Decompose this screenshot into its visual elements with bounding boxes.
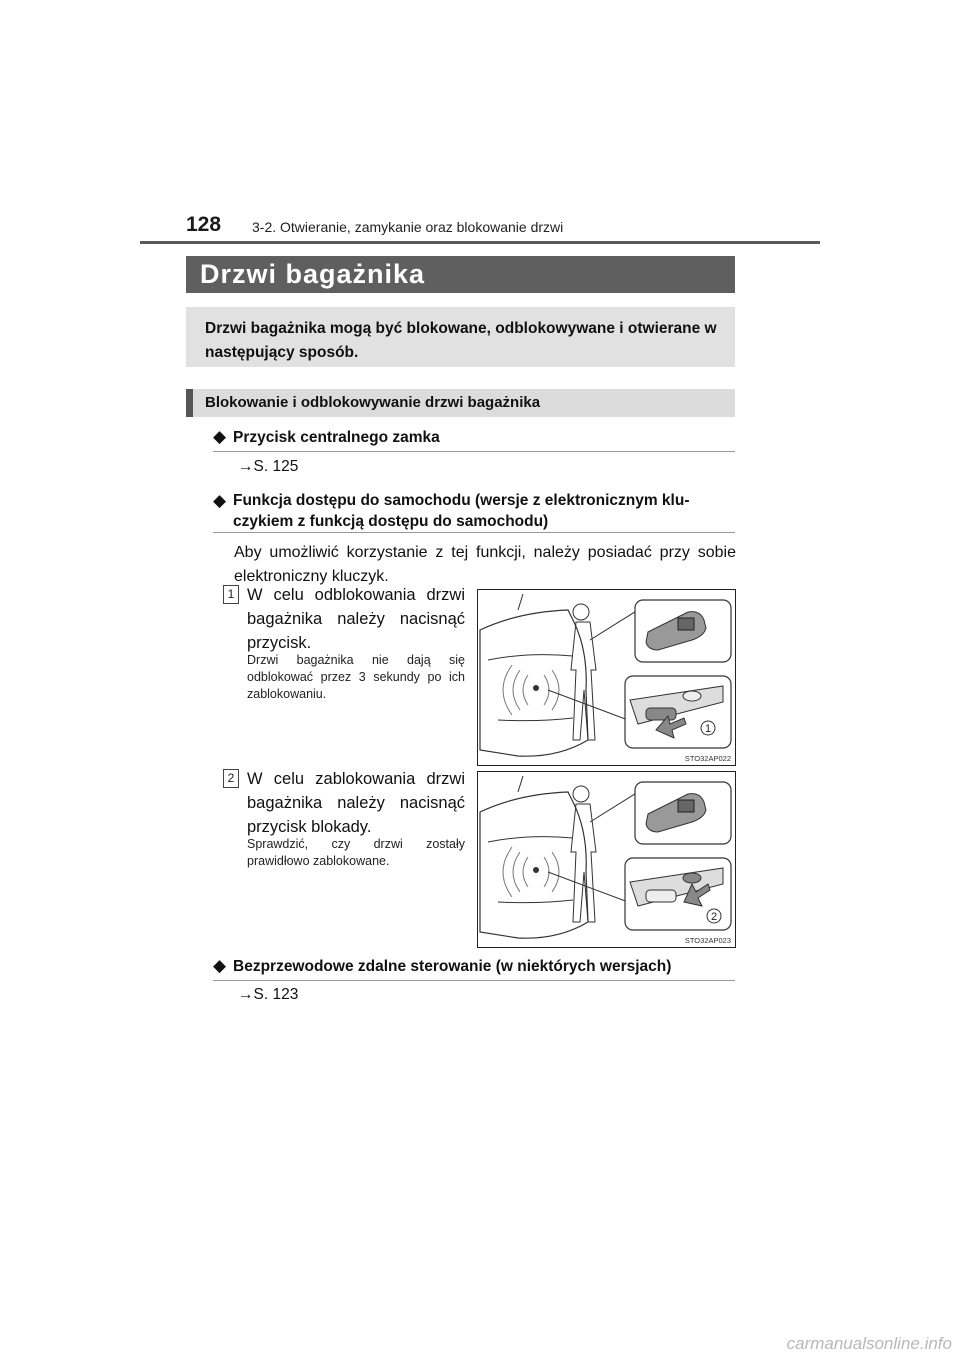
car-tailgate-illustration [478, 590, 735, 765]
item-heading [213, 490, 737, 532]
item-heading-text: Przycisk centralnego zamka [233, 429, 440, 446]
step-note: Drzwi bagażnika nie dają się odblokować przez 3 sekundy po ich zablokowaniu. [247, 653, 465, 701]
diamond-icon: ◆ [213, 956, 227, 975]
figure-code: STO32AP023 [684, 936, 731, 945]
page-reference-text: S. 125 [253, 458, 299, 475]
step-number: 2 [223, 769, 239, 788]
callout-number: 1 [704, 723, 712, 735]
step-text: W celu odblokowania drzwi bagażnika należy nacisnąć przycisk. [247, 586, 465, 652]
diamond-icon: ◆ [213, 491, 227, 510]
heading-underline [213, 532, 735, 533]
subsection-bar [186, 389, 735, 417]
page-reference[interactable] [238, 986, 298, 1004]
body-paragraph: Aby umożliwić korzystanie z tej funkcji, należy posiadać przy sobie elektroniczny kluczyk. [234, 544, 736, 585]
item-heading-text: Bezprzewodowe zdalne sterowanie (w niektórych wersjach) [233, 958, 672, 975]
section-breadcrumb: 3-2. Otwieranie, zamykanie oraz blokowanie drzwi [252, 219, 564, 235]
item-heading [213, 955, 671, 977]
watermark-logo: carmanualsonline.info [786, 1334, 952, 1353]
illustration-unlock [477, 589, 736, 766]
step-text: W celu zablokowania drzwi bagażnika należy nacisnąć przycisk blokady. [247, 770, 465, 836]
callout-number: 2 [710, 911, 718, 923]
figure-code: STO32AP022 [684, 754, 731, 763]
page-number: 128 [186, 213, 222, 236]
diamond-icon: ◆ [213, 427, 227, 446]
page-reference-text: S. 123 [253, 986, 299, 1003]
page-title: Drzwi bagażnika [200, 259, 426, 289]
subsection-title: Blokowanie i odblokowywanie drzwi bagażnika [205, 394, 541, 411]
arrow-icon: → [238, 986, 254, 1003]
item-heading [213, 426, 440, 448]
step-number: 1 [223, 585, 239, 604]
heading-underline [213, 980, 735, 981]
header-divider [140, 241, 820, 244]
intro-text: Drzwi bagażnika mogą być blokowane, odblokowywane i otwierane w następujący sposób. [205, 320, 717, 361]
car-tailgate-illustration [478, 772, 735, 947]
heading-underline [213, 451, 735, 452]
step-note: Sprawdzić, czy drzwi zostały prawidłowo zablokowane. [247, 837, 465, 868]
page-title-bar [186, 256, 735, 293]
illustration-lock [477, 771, 736, 948]
item-heading-text: Funkcja dostępu do samochodu (wersje z elektronicznym klu-czykiem z funkcją dostępu do samochodu) [233, 492, 690, 530]
subsection-marker [186, 389, 193, 417]
page-reference[interactable] [238, 458, 298, 476]
intro-box [186, 307, 735, 367]
arrow-icon: → [238, 458, 254, 475]
